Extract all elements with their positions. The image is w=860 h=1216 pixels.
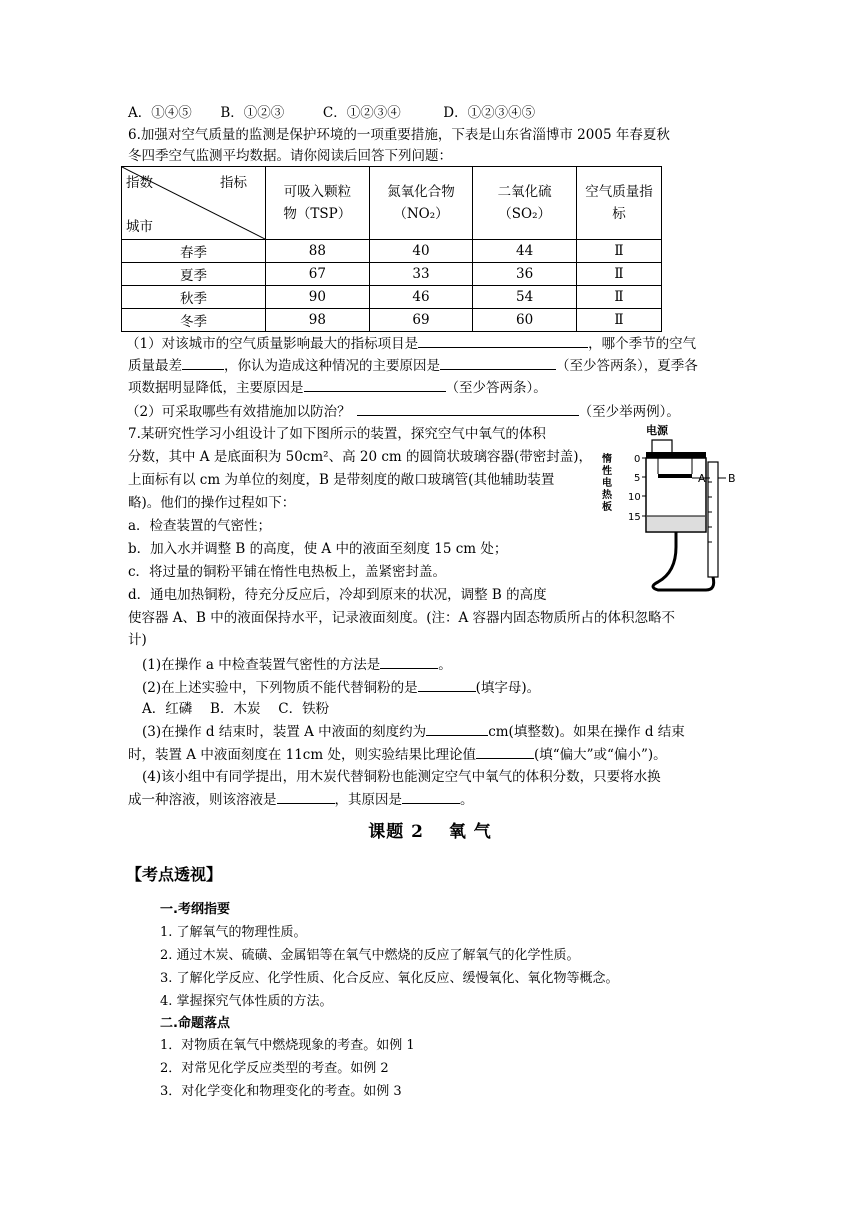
q7-sub1-text: (1)在操作 a 中检查装置气密性的方法是 bbox=[142, 657, 381, 673]
q6-part2 bbox=[126, 401, 680, 422]
q7-sub2-options: A．红磷 B．木炭 C．铁粉 bbox=[142, 701, 330, 717]
tsp-cell: 67 bbox=[266, 263, 370, 286]
header-grade-line2: 标 bbox=[612, 206, 626, 222]
so2-cell: 44 bbox=[473, 240, 577, 263]
q7-sub4-text: ，其原因是 bbox=[334, 792, 402, 808]
no2-cell: 33 bbox=[369, 263, 473, 286]
apparatus-figure bbox=[598, 422, 748, 592]
q7-sub4-line1: (4)该小组中有同学提出，用木炭代替铜粉也能测定空气中氧气的体积分数，只要将水换 bbox=[142, 769, 661, 785]
so2-cell: 54 bbox=[473, 286, 577, 309]
points-heading: 二.命题落点 bbox=[160, 1016, 230, 1031]
corner-label-index: 指数 bbox=[126, 175, 153, 191]
apparatus-diagram bbox=[598, 422, 748, 592]
point-item: 2．对常见化学反应类型的考查。如例 2 bbox=[160, 1061, 389, 1076]
q7-step-a: a．检查装置的气密性； bbox=[128, 518, 272, 534]
answer-blank[interactable] bbox=[380, 654, 438, 669]
table-row bbox=[122, 309, 662, 332]
q6-part1-text: ，你认为造成这种情况的主要原因是 bbox=[224, 358, 440, 374]
season-cell: 冬季 bbox=[122, 309, 266, 332]
q6-part1-text: （至少答两条），夏季各 bbox=[556, 358, 698, 374]
tsp-cell: 88 bbox=[266, 240, 370, 263]
no2-cell: 40 bbox=[369, 240, 473, 263]
q7-sub1-end: 。 bbox=[438, 657, 452, 673]
so2-cell: 36 bbox=[473, 263, 577, 286]
header-grade-line1: 空气质量指 bbox=[585, 184, 653, 200]
q5-option-b: B．①②③ bbox=[220, 105, 285, 121]
table-corner-cell bbox=[122, 167, 266, 240]
table-row bbox=[122, 263, 662, 286]
q6-part1-text: 项数据明显降低，主要原因是 bbox=[128, 380, 304, 396]
tick-label: 10 bbox=[628, 492, 641, 503]
q6-part1-text: ，哪个季节的空气 bbox=[588, 336, 697, 352]
header-grade bbox=[576, 167, 661, 240]
point-item: 3．对化学变化和物理变化的考查。如例 3 bbox=[160, 1084, 402, 1099]
q6-part1-text: 质量最差 bbox=[128, 358, 182, 374]
answer-blank[interactable] bbox=[426, 721, 488, 736]
header-tsp-line1: 可吸入颗粒 bbox=[283, 184, 352, 200]
point-item: 1．对物质在氧气中燃烧现象的考查。如例 1 bbox=[160, 1038, 415, 1053]
grade-cell: Ⅱ bbox=[576, 309, 661, 332]
table-row bbox=[122, 286, 662, 309]
q5-options bbox=[128, 103, 535, 123]
corner-label-city: 城市 bbox=[126, 219, 153, 235]
label-a: A bbox=[698, 472, 706, 485]
outline-item: 3. 了解化学反应、化学性质、化合反应、氧化反应、缓慢氧化、氧化物等概念。 bbox=[160, 971, 619, 986]
air-quality-table bbox=[121, 166, 662, 332]
header-so2-line2: （SO₂） bbox=[498, 206, 551, 222]
answer-blank[interactable] bbox=[357, 401, 579, 416]
q7-sub4-text: 。 bbox=[460, 792, 474, 808]
q7-line2: 分数，其中 A 是底面积为 50cm²、高 20 cm 的圆筒状玻璃容器(带密封盖)， bbox=[128, 449, 593, 465]
q7-sub2-text: (2)在上述实验中，下列物质不能代替铜粉的是 bbox=[142, 680, 418, 696]
heater-label-char: 板 bbox=[602, 502, 612, 513]
q5-option-c: C．①②③④ bbox=[322, 105, 401, 121]
q6-part1-text: （1）对该城市的空气质量影响最大的指标项目是 bbox=[126, 336, 419, 352]
q7-sub3-text: cm(填整数)。如果在操作 d 结束 bbox=[488, 724, 685, 740]
answer-blank[interactable] bbox=[440, 355, 556, 370]
q6-part1-text: （至少答两条）。 bbox=[445, 380, 547, 396]
q6-part2-text: （2）可采取哪些有效措施加以防治？ bbox=[126, 404, 351, 420]
header-so2 bbox=[473, 167, 577, 240]
tick-label: 0 bbox=[634, 454, 641, 465]
power-label: 电源 bbox=[646, 424, 668, 437]
answer-blank[interactable] bbox=[402, 789, 460, 804]
header-no2-line2: （NO₂） bbox=[393, 206, 449, 222]
outline-item: 2. 通过木炭、硫磺、金属铝等在氧气中燃烧的反应了解氧气的化学性质。 bbox=[160, 948, 580, 963]
answer-blank[interactable] bbox=[418, 677, 476, 692]
no2-cell: 46 bbox=[369, 286, 473, 309]
q7-step-d: d．通电加热铜粉，待充分反应后，冷却到原来的状况，调整 B 的高度 bbox=[128, 587, 547, 603]
outline-item: 1. 了解氧气的物理性质。 bbox=[160, 925, 307, 940]
no2-cell: 69 bbox=[369, 309, 473, 332]
q7-sub2-end: (填字母)。 bbox=[475, 680, 541, 696]
q7-sub1 bbox=[142, 654, 452, 675]
lesson-title: 课题 2 氧 气 bbox=[368, 822, 492, 842]
q7-sub3-text: 时，装置 A 中液面刻度在 11cm 处，则实验结果比理论值 bbox=[128, 747, 476, 763]
season-cell: 夏季 bbox=[122, 263, 266, 286]
answer-blank[interactable] bbox=[304, 377, 446, 392]
q5-option-d: D．①②③④⑤ bbox=[443, 105, 536, 121]
grade-cell: Ⅱ bbox=[576, 286, 661, 309]
q6-part1-line1 bbox=[126, 333, 696, 354]
q7-sub2 bbox=[142, 677, 540, 698]
so2-cell: 60 bbox=[473, 309, 577, 332]
q7-step-c: c．将过量的铜粉平铺在惰性电热板上，盖紧密封盖。 bbox=[128, 564, 447, 580]
q7-sub4-text: 成一种溶液，则该溶液是 bbox=[128, 792, 277, 808]
season-cell: 春季 bbox=[122, 240, 266, 263]
outline-heading: 一.考纲指要 bbox=[160, 902, 230, 917]
header-tsp-line2: 物（TSP） bbox=[283, 206, 352, 222]
q7-sub3-text: (3)在操作 d 结束时，装置 A 中液面的刻度约为 bbox=[142, 724, 427, 740]
tsp-cell: 90 bbox=[266, 286, 370, 309]
q7-step-d-cont2: 计) bbox=[128, 632, 147, 648]
q7-step-b: b．加入水并调整 B 的高度，使 A 中的液面至刻度 15 cm 处； bbox=[128, 541, 508, 557]
q5-option-a: A．①④⑤ bbox=[128, 105, 192, 121]
answer-blank[interactable] bbox=[277, 789, 335, 804]
outline-item: 4. 掌握探究气体性质的方法。 bbox=[160, 994, 333, 1009]
section-heading: 【考点透视】 bbox=[126, 865, 223, 884]
q6-intro-line2: 冬四季空气监测平均数据。请你阅读后回答下列问题： bbox=[128, 148, 452, 164]
q7-line1: 7.某研究性学习小组设计了如下图所示的装置，探究空气中氧气的体积 bbox=[128, 426, 546, 442]
q7-step-d-cont: 使容器 A、B 中的液面保持水平，记录液面刻度。(注：A 容器内固态物质所占的体积忽略不 bbox=[128, 610, 676, 626]
q7-sub4-line2 bbox=[128, 789, 474, 810]
q6-part1-line2 bbox=[128, 355, 698, 376]
answer-blank[interactable] bbox=[476, 744, 534, 759]
table-row bbox=[122, 240, 662, 263]
grade-cell: Ⅱ bbox=[576, 240, 661, 263]
label-b: B bbox=[728, 472, 736, 485]
q7-sub3-text: (填“偏大”或“偏小”)。 bbox=[533, 747, 667, 763]
answer-blank[interactable] bbox=[418, 333, 588, 348]
heater-label-char: 热 bbox=[602, 490, 612, 501]
tsp-cell: 98 bbox=[266, 309, 370, 332]
answer-blank[interactable] bbox=[182, 355, 224, 370]
tick-label: 15 bbox=[628, 512, 641, 523]
header-tsp bbox=[266, 167, 370, 240]
heater-label-char: 性 bbox=[602, 466, 612, 477]
q6-intro-line1: 6.加强对空气质量的监测是保护环境的一项重要措施，下表是山东省淄博市 2005 年春夏秋 bbox=[128, 127, 670, 143]
q7-sub3-line1 bbox=[142, 721, 685, 742]
tick-label: 5 bbox=[634, 473, 641, 484]
corner-label-indicator: 指标 bbox=[220, 175, 247, 191]
q6-part1-line3 bbox=[128, 377, 547, 398]
header-so2-line1: 二氧化硫 bbox=[497, 184, 552, 200]
header-no2-line1: 氮氧化合物 bbox=[387, 184, 455, 200]
season-cell: 秋季 bbox=[122, 286, 266, 309]
q6-part2-text: （至少举两例）。 bbox=[578, 404, 680, 420]
q7-line3: 上面标有以 cm 为单位的刻度，B 是带刻度的敞口玻璃管(其他辅助装置 bbox=[128, 472, 555, 488]
header-no2 bbox=[369, 167, 473, 240]
heater-label-char: 惰 bbox=[602, 454, 612, 465]
q7-sub3-line2 bbox=[128, 744, 667, 765]
grade-cell: Ⅱ bbox=[576, 263, 661, 286]
q7-line4: 略)。他们的操作过程如下： bbox=[128, 495, 296, 511]
heater-label-char: 电 bbox=[602, 478, 612, 489]
